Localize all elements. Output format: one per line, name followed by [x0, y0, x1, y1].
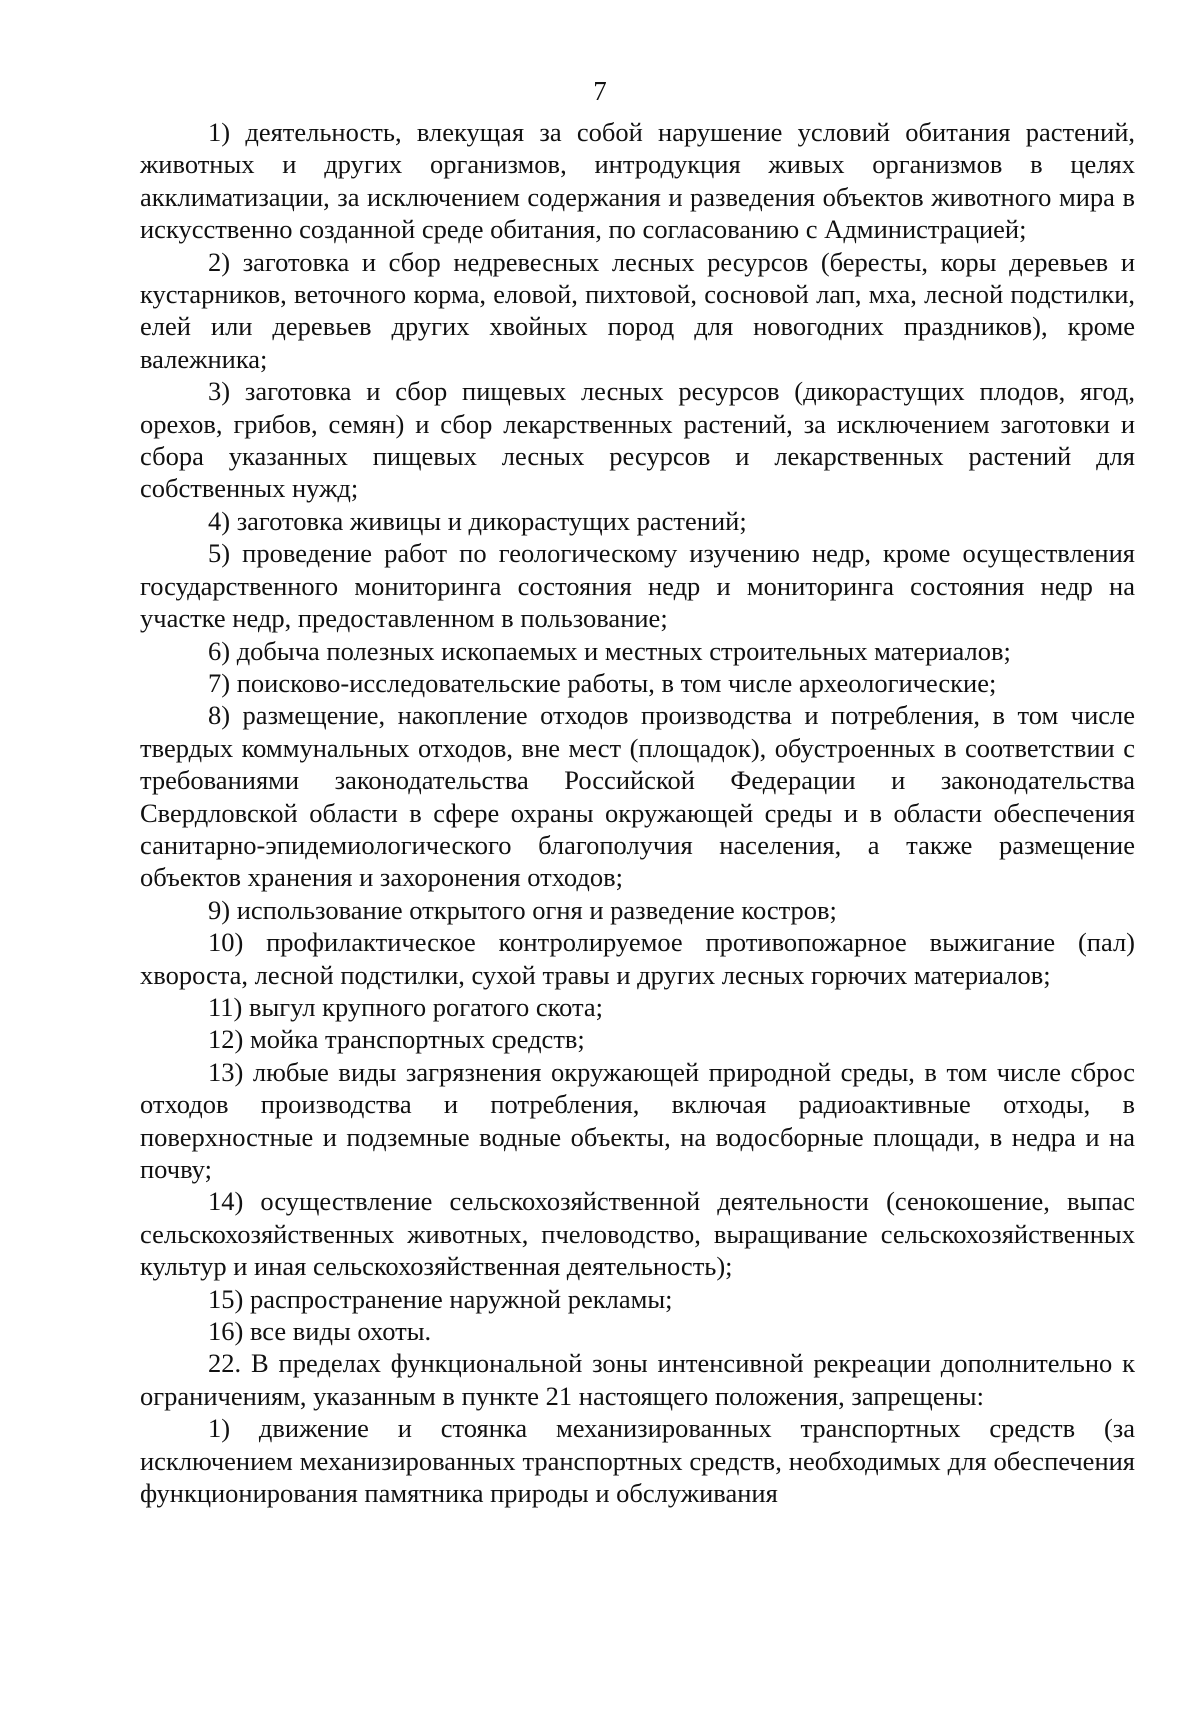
section-22-item-1: 1) движение и стоянка механизированных транспортных средств (за исключением механизированных транспортных средств, необходимых для обеспечения функционирования памятника природы и обслуживания	[140, 1413, 1135, 1509]
paragraph-item-13: 13) любые виды загрязнения окружающей природной среды, в том числе сброс отходов производства и потребления, включая радиоактивные отходы, в поверхностные и подземные водные объекты, на водосборные площади, в недра и на почву;	[140, 1056, 1135, 1184]
paragraph-item-7: 7) поисково-исследовательские работы, в том числе археологические;	[208, 667, 997, 698]
paragraph-item-6: 6) добыча полезных ископаемых и местных строительных материалов;	[208, 635, 1011, 666]
paragraph-item-2: 2) заготовка и сбор недревесных лесных ресурсов (бересты, коры деревьев и кустарников, веточного корма, еловой, пихтовой, сосновой лап, мха, лесной подстилки, елей или деревьев других хвойных пород для новогодних праздников), кроме валежника;	[140, 246, 1135, 374]
document-body	[140, 116, 1135, 1509]
paragraph-item-5: 5) проведение работ по геологическому изучению недр, кроме осуществления государственного мониторинга состояния недр и мониторинга состояния недр на участке недр, предоставленном в пользование;	[140, 538, 1135, 634]
paragraph-item-4: 4) заготовка живицы и дикорастущих растений;	[208, 505, 747, 536]
paragraph-item-15: 15) распространение наружной рекламы;	[208, 1283, 673, 1314]
paragraph-item-16: 16) все виды охоты.	[208, 1316, 432, 1347]
paragraph-item-14: 14) осуществление сельскохозяйственной деятельности (сенокошение, выпас сельскохозяйственных животных, пчеловодство, выращивание сельскохозяйственных культур и иная сельскохозяйственная деятельность);	[140, 1186, 1135, 1282]
page-number: 7	[593, 76, 607, 106]
paragraph-item-10: 10) профилактическое контролируемое противопожарное выжигание (пал) хвороста, лесной подстилки, сухой травы и других лесных горючих материалов;	[140, 927, 1135, 990]
paragraph-item-1: 1) деятельность, влекущая за собой нарушение условий обитания растений, животных и других организмов, интродукция живых организмов в целях акклиматизации, за исключением содержания и разведения объектов животного мира в искусственно созданной среде обитания, по согласованию с Администрацией;	[140, 117, 1135, 245]
paragraph-item-3: 3) заготовка и сбор пищевых лесных ресурсов (дикорастущих плодов, ягод, орехов, грибов, семян) и сбор лекарственных растений, за исключением заготовки и сбора указанных пищевых лесных ресурсов и лекарственных растений для собственных нужд;	[140, 376, 1135, 504]
paragraph-item-12: 12) мойка транспортных средств;	[208, 1024, 585, 1055]
paragraph-item-9: 9) использование открытого огня и разведение костров;	[208, 894, 837, 925]
paragraph-item-11: 11) выгул крупного рогатого скота;	[208, 991, 604, 1022]
paragraph-item-8: 8) размещение, накопление отходов производства и потребления, в том числе твердых коммунальных отходов, вне мест (площадок), обустроенных в соответствии с требованиями законодательства Российской Федерации и законодательства Свердловской области в сфере охраны окружающей среды и в области обеспечения санитарно-эпидемиологического благополучия населения, а также размещение объектов хранения и захоронения отходов;	[140, 700, 1135, 893]
section-22-intro: 22. В пределах функциональной зоны интенсивной рекреации дополнительно к ограничениям, указанным в пункте 21 настоящего положения, запрещены:	[140, 1348, 1135, 1411]
